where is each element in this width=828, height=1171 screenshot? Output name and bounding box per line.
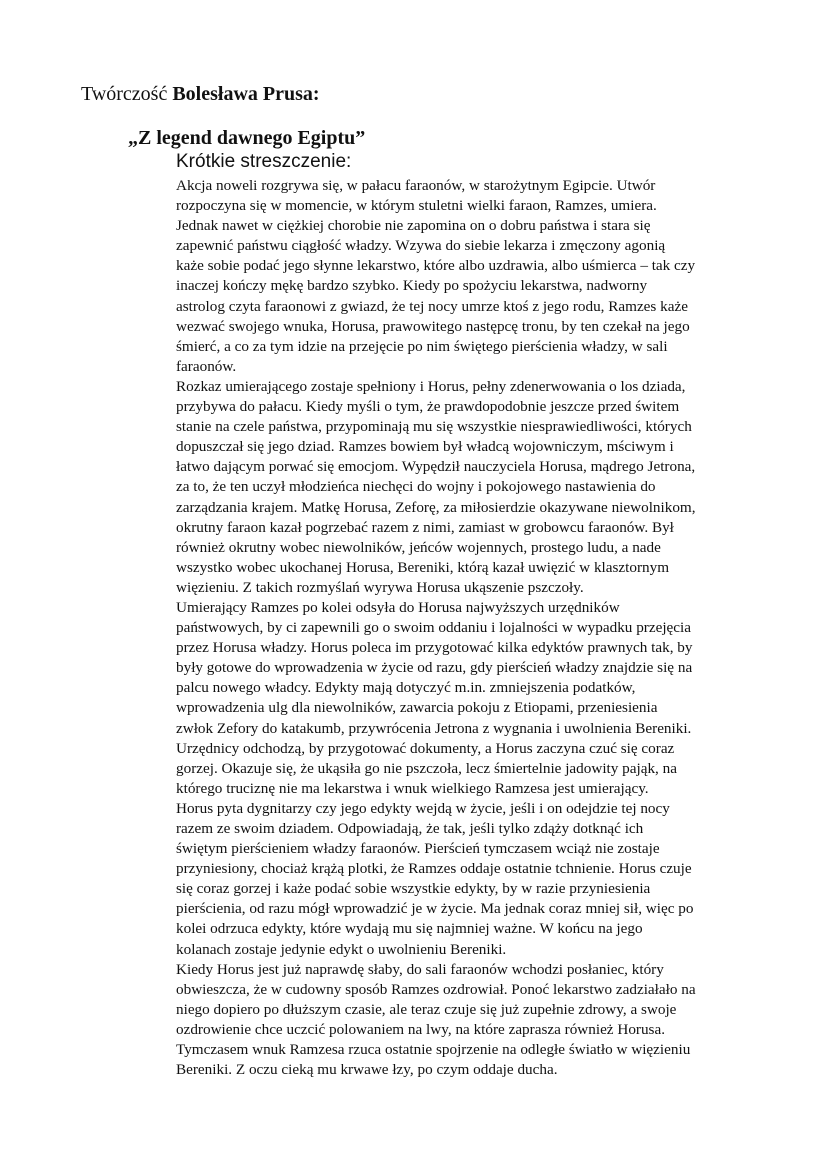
summary-line: wezwać swojego wnuka, Horusa, prawowitego następcę tronu, by ten czekał na jego — [176, 317, 690, 335]
summary-line: były gotowe do wprowadzenia w życie od razu, gdy pierścień władzy znajdzie się na — [176, 659, 693, 677]
summary-line: Kiedy Horus jest już naprawdę słaby, do sali faraonów wchodzi posłaniec, który — [176, 960, 664, 978]
summary-line: świętym pierścieniem władzy faraonów. Pierścień tymczasem wciąż nie zostaje — [176, 840, 660, 858]
summary-line: Horus pyta dygnitarzy czy jego edykty wejdą w życie, jeśli i on odejdzie tej nocy — [176, 799, 670, 817]
summary-line: wprowadzenia ulg dla niewolników, zawarcia pokoju z Etiopami, przeniesienia — [176, 699, 658, 717]
summary-line: którego truciznę nie ma lekarstwa i wnuk wielkiego Ramzesa jest umierający. — [176, 779, 649, 797]
summary-line: razem ze swoim dziadem. Odpowiadają, że tak, jeśli tylko zdąży dotknąć ich — [176, 820, 644, 837]
summary-line: zarządzania krajem. Matkę Horusa, Zeforę, za miłosierdzie okazywane niewolnikom, — [176, 498, 696, 516]
summary-line: dopuszczał się jego dziad. Ramzes bowiem był władcą wojowniczym, mściwym i — [176, 438, 674, 456]
heading-prefix: Twórczość — [81, 83, 173, 105]
summary-line: gorzej. Okazuje się, że ukąsiła go nie pszczoła, lecz śmiertelnie jadowity pająk, na — [176, 759, 677, 777]
summary-line: Rozkaz umierającego zostaje spełniony i Horus, pełny zdenerwowania o los dziada, — [176, 377, 686, 395]
summary-line: pierścienia, od razu mógł wprowadzić je w życie. Ma jednak coraz mniej sił, więc po — [176, 900, 694, 918]
summary-line: palcu nowego władcy. Edykty mają dotyczyć m.in. zmniejszenia podatków, — [176, 679, 636, 697]
summary-line: łatwo dającym porwać się emocjom. Wypędził nauczyciela Horusa, mądrego Jetrona, — [176, 458, 696, 476]
summary-line: niego dopiero po dłuższym czasie, ale teraz czuje się już zupełnie zdrowy, a swoje — [176, 1000, 677, 1018]
summary-body — [176, 176, 816, 1080]
summary-line: się coraz gorzej i każe podać sobie wszystkie edykty, by w razie przyniesienia — [176, 880, 651, 898]
summary-line: przez Horusa władzy. Horus poleca im przygotować kilka edyktów prawnych tak, by — [176, 639, 693, 657]
summary-line: Akcja noweli rozgrywa się, w pałacu faraonów, w starożytnym Egipcie. Utwór — [176, 177, 656, 194]
summary-line: inaczej kończy mękę bardzo szybko. Kiedy po spożyciu lekarstwa, nadworny — [176, 277, 648, 295]
summary-line: Jednak nawet w ciężkiej chorobie nie zapomina on o dobru państwa i stara się — [176, 217, 651, 235]
summary-line: przyniesiony, chociaż krążą plotki, że Ramzes oddaje ostatnie tchnienie. Horus czuje — [176, 860, 692, 878]
summary-line: kolei odrzuca edykty, które wydają mu się najmniej ważne. W końcu na jego — [176, 920, 643, 938]
summary-line: Tymczasem wnuk Ramzesa rzuca ostatnie spojrzenie na odległe światło w więzieniu — [176, 1041, 691, 1059]
summary-line: ozdrowienie chce uczcić polowaniem na lwy, na które zaprasza również Horusa. — [176, 1020, 666, 1038]
summary-line: okrutny faraon kazał pogrzebać razem z nimi, zamiast w grobowcu faraonów. Był — [176, 518, 674, 536]
summary-line: przybywa do pałacu. Kiedy myśli o tym, że prawdopodobnie jeszcze przed świtem — [176, 398, 680, 416]
summary-line: wszystko wobec ukochanej Horusa, Bereniki, którą kazał uwięzić w klasztornym — [176, 558, 670, 576]
work-title: „Z legend dawnego Egiptu” — [128, 127, 366, 149]
summary-line: rozpoczyna się w momencie, w którym stuletni wielki faraon, Ramzes, umiera. — [176, 197, 657, 215]
summary-line: za to, że ten uczył młodzieńca niechęci do wojny i pokojowego nastawienia do — [176, 478, 656, 496]
summary-line: stanie na czele państwa, przypominają mu się wszystkie niesprawiedliwości, których — [176, 418, 692, 436]
summary-line: śmierć, a co za tym idzie na przejęcie po nim świętego pierścienia władzy, w sali — [176, 337, 668, 355]
summary-line: kolanach zostaje jedynie edykt o uwolnieniu Bereniki. — [176, 940, 507, 958]
summary-line: astrolog czyta faraonowi z gwiazd, że tej nocy umrze ktoś z jego rodu, Ramzes każe — [176, 297, 688, 315]
summary-line: również okrutny wobec niewolników, jeńców wojennych, prostego ludu, a nade — [176, 538, 661, 556]
summary-line: każe sobie podać jego słynne lekarstwo, które albo uzdrawia, albo uśmierca – tak czy — [176, 257, 696, 275]
summary-label: Krótkie streszczenie: — [176, 151, 352, 172]
summary-line: więzieniu. Z takich rozmyślań wyrywa Horusa ukąszenie pszczoły. — [176, 578, 584, 596]
summary-line: Umierający Ramzes po kolei odsyła do Horusa najwyższych urzędników — [176, 598, 620, 616]
summary-line: Bereniki. Z oczu cieką mu krwawe łzy, po czym oddaje ducha. — [176, 1061, 558, 1079]
summary-line: Urzędnicy odchodzą, by przygotować dokumenty, a Horus zaczyna czuć się coraz — [176, 739, 675, 757]
page-heading — [81, 82, 320, 106]
summary-line: państwowych, by ci zapewnili go o swoim oddaniu i lojalności w wypadku przejęcia — [176, 619, 691, 637]
summary-line: zapewnić państwu ciągłość władzy. Wzywa do siebie lekarza i zmęczony agonią — [176, 237, 666, 255]
summary-line: obwieszcza, że w cudowny sposób Ramzes ozdrowiał. Ponoć lekarstwo zadziałało na — [176, 980, 696, 998]
summary-line: faraonów. — [176, 357, 237, 375]
heading-author: Bolesława Prusa: — [172, 83, 320, 105]
summary-line: zwłok Zefory do katakumb, przywrócenia Jetrona z wygnania i uwolnienia Bereniki. — [176, 719, 692, 737]
